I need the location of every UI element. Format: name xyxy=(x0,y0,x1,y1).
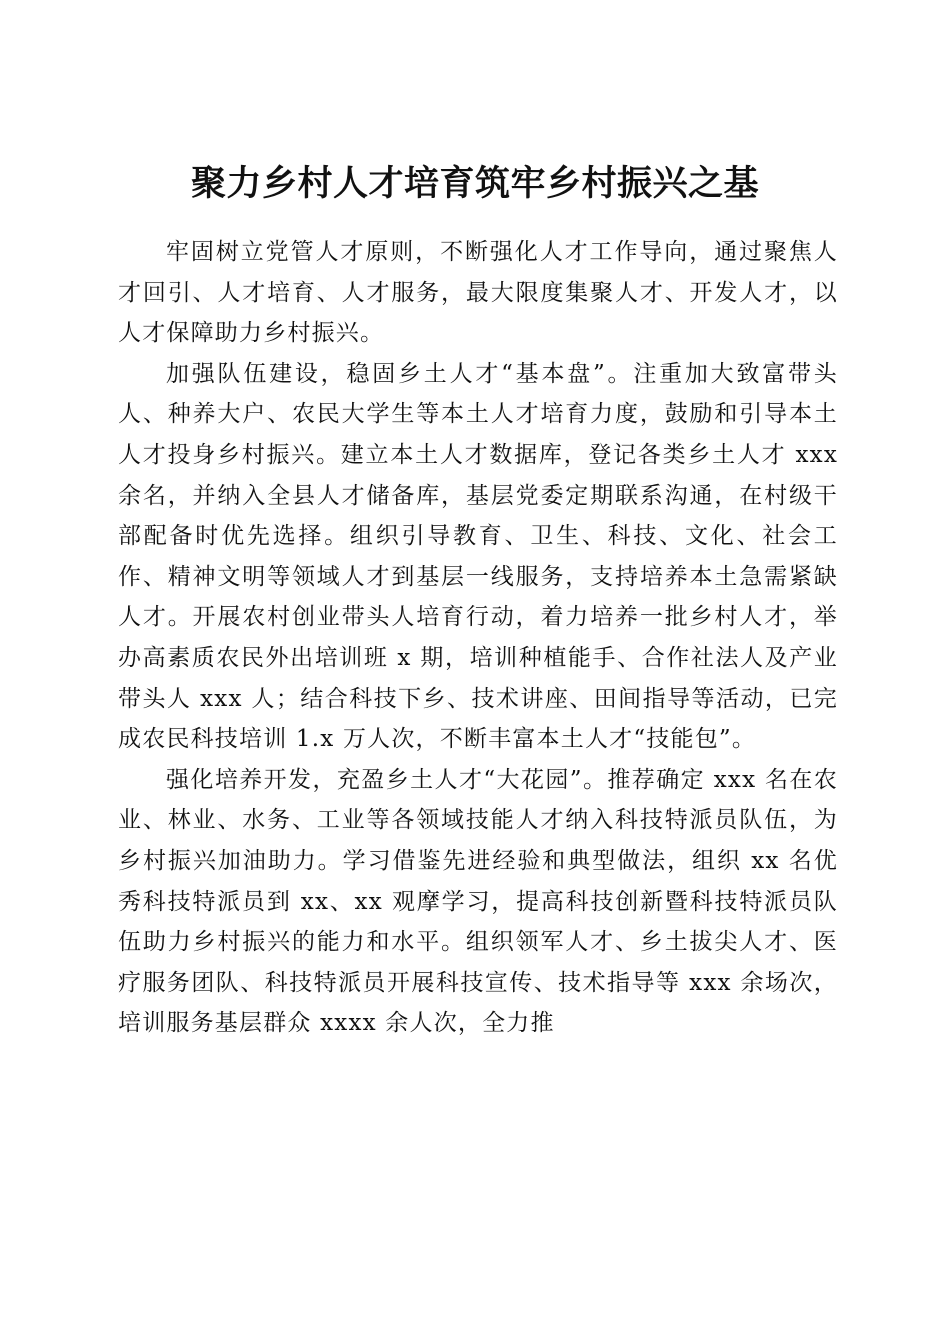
document-title: 聚力乡村人才培育筑牢乡村振兴之基 xyxy=(190,163,759,205)
paragraph-team-building: 加强队伍建设，稳固乡土人才“基本盘”。注重加大致富带头人、种养大户、农民大学生等本土人才培育力度，鼓励和引导本土人才投身乡村振兴。建立本土人才数据库，登记各类乡土人才 xxx 余名，并纳入全县人才储备库，基层党委定期联系沟通，在村级干部配备时优先选择。组织引导教育、卫生、科技、文化、社会工作、精神文明等领域人才到基层一线服务，支持培养本土急需紧缺人才。开展农村创业带头人培育行动，着力培养一批乡村人才，举办高素质农民外出培训班 x 期，培训种植能手、合作社法人及产业带头人 xxx 人；结合科技下乡、技术讲座、田间指导等活动，已完成农民科技培训 1.x 万人次，不断丰富本土人才“技能包”。 xyxy=(118,360,838,753)
paragraph-training-development: 强化培养开发，充盈乡土人才“大花园”。推荐确定 xxx 名在农业、林业、水务、工业等各领域技能人才纳入科技特派员队伍，为乡村振兴加油助力。学习借鉴先进经验和典型做法，组织 xx 名优秀科技特派员到 xx、xx 观摩学习，提高科技创新暨科技特派员队伍助力乡村振兴的能力和水平。组织领军人才、乡土拔尖人才、医疗服务团队、科技特派员开展科技宣传、技术指导等 xxx 余场次，培训服务基层群众 xxxx 余人次，全力推 xyxy=(118,766,838,1037)
paragraph-intro: 牢固树立党管人才原则，不断强化人才工作导向，通过聚焦人才回引、人才培育、人才服务，最大限度集聚人才、开发人才，以人才保障助力乡村振兴。 xyxy=(118,239,838,347)
document-body xyxy=(118,232,838,1044)
